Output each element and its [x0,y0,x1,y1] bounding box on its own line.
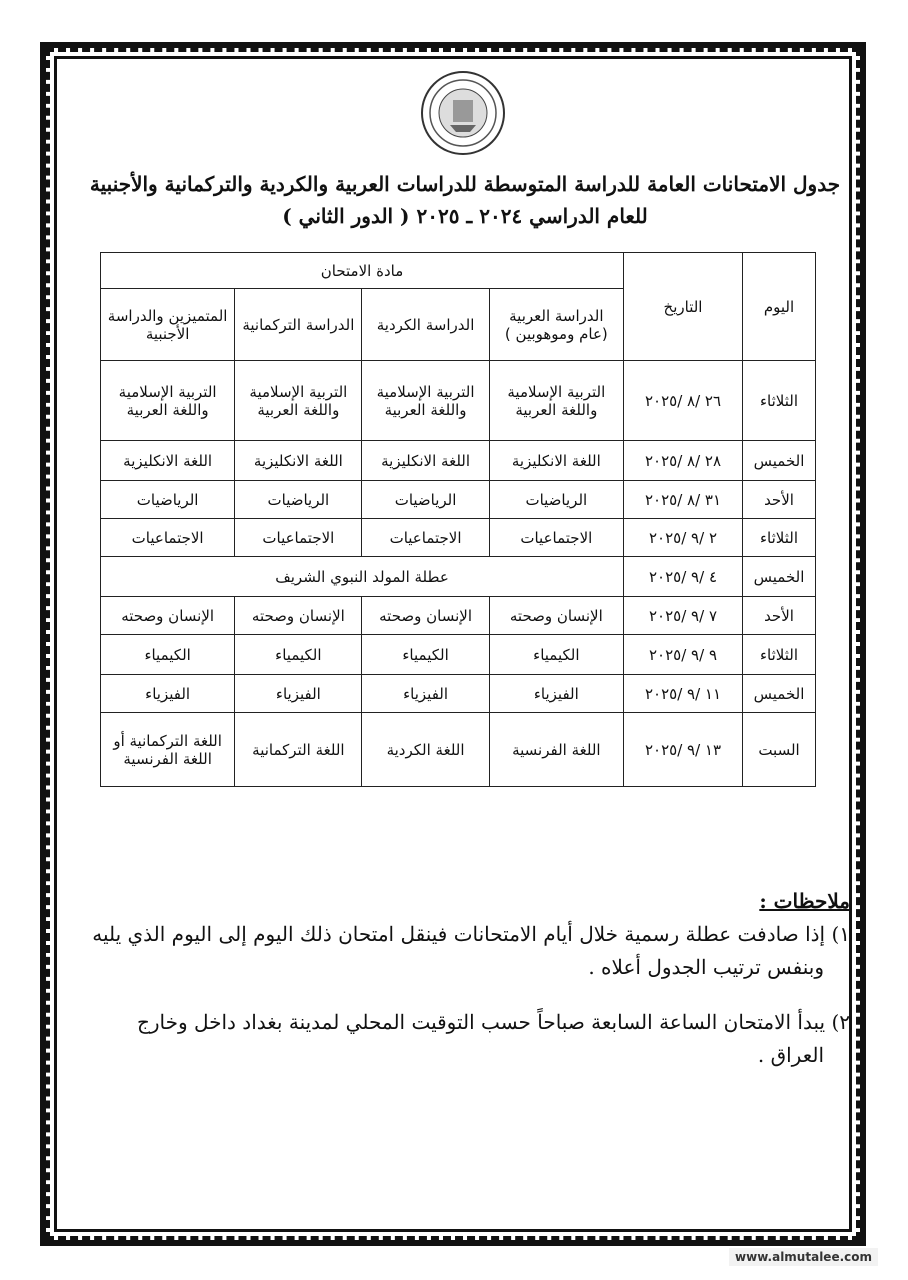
date-cell: ١١ /٩ /٢٠٢٥ [624,675,743,713]
holiday-cell: عطلة المولد النبوي الشريف [101,557,624,597]
day-cell: الثلاثاء [743,635,816,675]
subject-cell: الرياضيات [362,481,489,519]
day-cell: السبت [743,713,816,787]
subject-cell: الإنسان وصحته [235,597,362,635]
subject-cell: الإنسان وصحته [489,597,623,635]
table-row [101,481,816,519]
subject-cell: اللغة الانكليزية [235,441,362,481]
header-subject-group: مادة الامتحان [101,253,624,289]
subject-cell: الاجتماعيات [489,519,623,557]
subject-cell: الفيزياء [362,675,489,713]
notes-heading: ملاحظات : [759,889,850,913]
day-cell: الثلاثاء [743,361,816,441]
note-1-line-1: ١) إذا صادفت عطلة رسمية خلال أيام الامتحانات فينقل امتحان ذلك اليوم إلى اليوم الذي يليه [92,922,850,946]
subject-cell: الإنسان وصحته [362,597,489,635]
day-cell: الأحد [743,481,816,519]
header-stream-distinguished-foreign: المتميزين والدراسة الأجنبية [101,289,235,361]
subject-cell: التربية الإسلامية واللغة العربية [235,361,362,441]
header-stream-arabic: الدراسة العربية (عام وموهوبين ) [489,289,623,361]
header-day: اليوم [743,253,816,361]
table-row [101,597,816,635]
header-stream-turkmen: الدراسة التركمانية [235,289,362,361]
day-cell: الخميس [743,557,816,597]
subject-cell: الفيزياء [235,675,362,713]
note-2-line-2: العراق . [757,1043,824,1067]
site-watermark: www.almutalee.com [729,1248,878,1266]
subject-cell: اللغة التركمانية أو اللغة الفرنسية [101,713,235,787]
note-2-line-1: ٢) يبدأ الامتحان الساعة السابعة صباحاً حسب التوقيت المحلي لمدينة بغداد داخل وخارج [136,1010,850,1034]
table-row-holiday [101,557,816,597]
header-stream-kurdish: الدراسة الكردية [362,289,489,361]
subject-cell: الرياضيات [235,481,362,519]
date-cell: ٢٦ /٨ /٢٠٢٥ [624,361,743,441]
title-line-2: للعام الدراسي ٢٠٢٤ ـ ٢٠٢٥ ( الدور الثاني ) [282,204,648,228]
subject-cell: الكيمياء [489,635,623,675]
date-cell: ٩ /٩ /٢٠٢٥ [624,635,743,675]
subject-cell: الكيمياء [101,635,235,675]
table-row [101,675,816,713]
table-row [101,635,816,675]
subject-cell: الرياضيات [101,481,235,519]
date-cell: ٧ /٩ /٢٠٢٥ [624,597,743,635]
table-row [101,519,816,557]
ministry-seal-logo [420,70,506,156]
subject-cell: اللغة الانكليزية [362,441,489,481]
subject-cell: الاجتماعيات [362,519,489,557]
subject-cell: الاجتماعيات [101,519,235,557]
subject-cell: الإنسان وصحته [101,597,235,635]
subject-cell: اللغة الفرنسية [489,713,623,787]
date-cell: ٢ /٩ /٢٠٢٥ [624,519,743,557]
day-cell: الخميس [743,675,816,713]
table-row [101,441,816,481]
date-cell: ٣١ /٨ /٢٠٢٥ [624,481,743,519]
table-row [101,713,816,787]
day-cell: الأحد [743,597,816,635]
subject-cell: الاجتماعيات [235,519,362,557]
table-row [101,361,816,441]
subject-cell: الكيمياء [235,635,362,675]
header-date: التاريخ [624,253,743,361]
subject-cell: اللغة الانكليزية [489,441,623,481]
subject-cell: اللغة التركمانية [235,713,362,787]
exam-schedule-table [100,252,816,787]
date-cell: ٤ /٩ /٢٠٢٥ [624,557,743,597]
document-title [80,168,850,232]
title-line-1: جدول الامتحانات العامة للدراسة المتوسطة للدراسات العربية والكردية والتركمانية والأجنبية [89,172,841,196]
subject-cell: الرياضيات [489,481,623,519]
subject-cell: التربية الإسلامية واللغة العربية [362,361,489,441]
day-cell: الثلاثاء [743,519,816,557]
subject-cell: الكيمياء [362,635,489,675]
subject-cell: الفيزياء [101,675,235,713]
subject-cell: الفيزياء [489,675,623,713]
subject-cell: التربية الإسلامية واللغة العربية [489,361,623,441]
note-1-line-2: وبنفس ترتيب الجدول أعلاه . [588,955,824,979]
subject-cell: اللغة الانكليزية [101,441,235,481]
date-cell: ٢٨ /٨ /٢٠٢٥ [624,441,743,481]
subject-cell: التربية الإسلامية واللغة العربية [101,361,235,441]
notes-section [80,885,850,1072]
subject-cell: اللغة الكردية [362,713,489,787]
day-cell: الخميس [743,441,816,481]
date-cell: ١٣ /٩ /٢٠٢٥ [624,713,743,787]
